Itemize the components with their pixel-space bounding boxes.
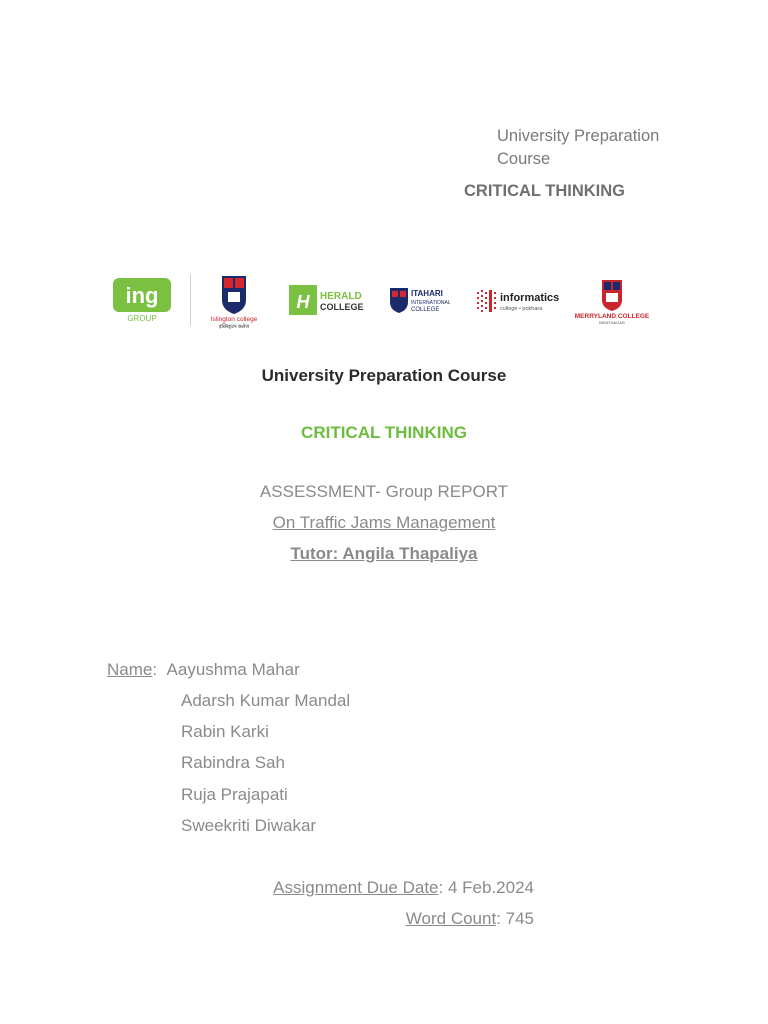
names-label: Name xyxy=(107,660,153,679)
ing-logo-sub: GROUP xyxy=(127,314,157,323)
report-topic-text: On Traffic Jams Management xyxy=(272,513,496,532)
member-name: Ruja Prajapati xyxy=(181,785,288,804)
member-name: Rabin Karki xyxy=(181,722,269,741)
word-count-row xyxy=(406,909,534,929)
module-title: CRITICAL THINKING xyxy=(301,423,467,442)
due-date-value: : 4 Feb.2024 xyxy=(438,878,534,897)
due-date-row xyxy=(273,878,534,898)
header-course-title: University Preparation Course xyxy=(497,127,660,168)
word-count-label: Word Count xyxy=(405,909,497,928)
member-name: Sweekriti Diwakar xyxy=(181,816,317,835)
islington-logo-text: Islington college xyxy=(210,316,258,323)
itahari-logo-line3: COLLEGE xyxy=(411,307,440,313)
names-colon: : xyxy=(152,660,167,679)
informatics-college-logo xyxy=(477,288,560,314)
herald-logo-line2: COLLEGE xyxy=(320,302,364,312)
names-label-row xyxy=(107,660,300,680)
due-date-label: Assignment Due Date xyxy=(273,878,439,897)
informatics-logo-sub: college • pokhara xyxy=(500,306,543,312)
assessment-title: ASSESSMENT- Group REPORT xyxy=(259,482,509,501)
merryland-college-logo xyxy=(574,278,650,325)
ing-logo-text: ing xyxy=(125,283,159,308)
college-logos-strip xyxy=(0,268,768,338)
course-title: University Preparation Course xyxy=(261,366,507,385)
herald-college-logo xyxy=(289,285,364,317)
header-module-title: CRITICAL THINKING xyxy=(464,182,626,200)
herald-logo-line1: HERALD xyxy=(320,291,362,302)
member-name: Rabindra Sah xyxy=(181,753,285,772)
informatics-logo-text: informatics xyxy=(500,292,560,304)
word-count-value: : 745 xyxy=(496,909,534,928)
ing-group-logo xyxy=(113,278,173,322)
tutor-text: Tutor: Angila Thapaliya xyxy=(290,544,478,563)
svg-text:H: H xyxy=(296,292,310,312)
itahari-college-logo xyxy=(388,286,450,316)
member-name: Aayushma Mahar xyxy=(166,660,300,679)
islington-logo-sub: इस्लिङ्टन कलेज xyxy=(219,324,249,330)
merryland-logo-sub: BIRATNAGAR xyxy=(599,320,625,325)
report-topic xyxy=(0,513,768,533)
islington-college-logo xyxy=(206,274,262,330)
tutor-line xyxy=(0,544,768,564)
merryland-logo-text: MERRYLAND COLLEGE xyxy=(574,313,650,320)
itahari-logo-line1: ITAHARI xyxy=(411,289,443,298)
logo-divider xyxy=(190,274,191,326)
member-name: Adarsh Kumar Mandal xyxy=(181,691,351,710)
itahari-logo-line2: INTERNATIONAL xyxy=(411,300,451,306)
